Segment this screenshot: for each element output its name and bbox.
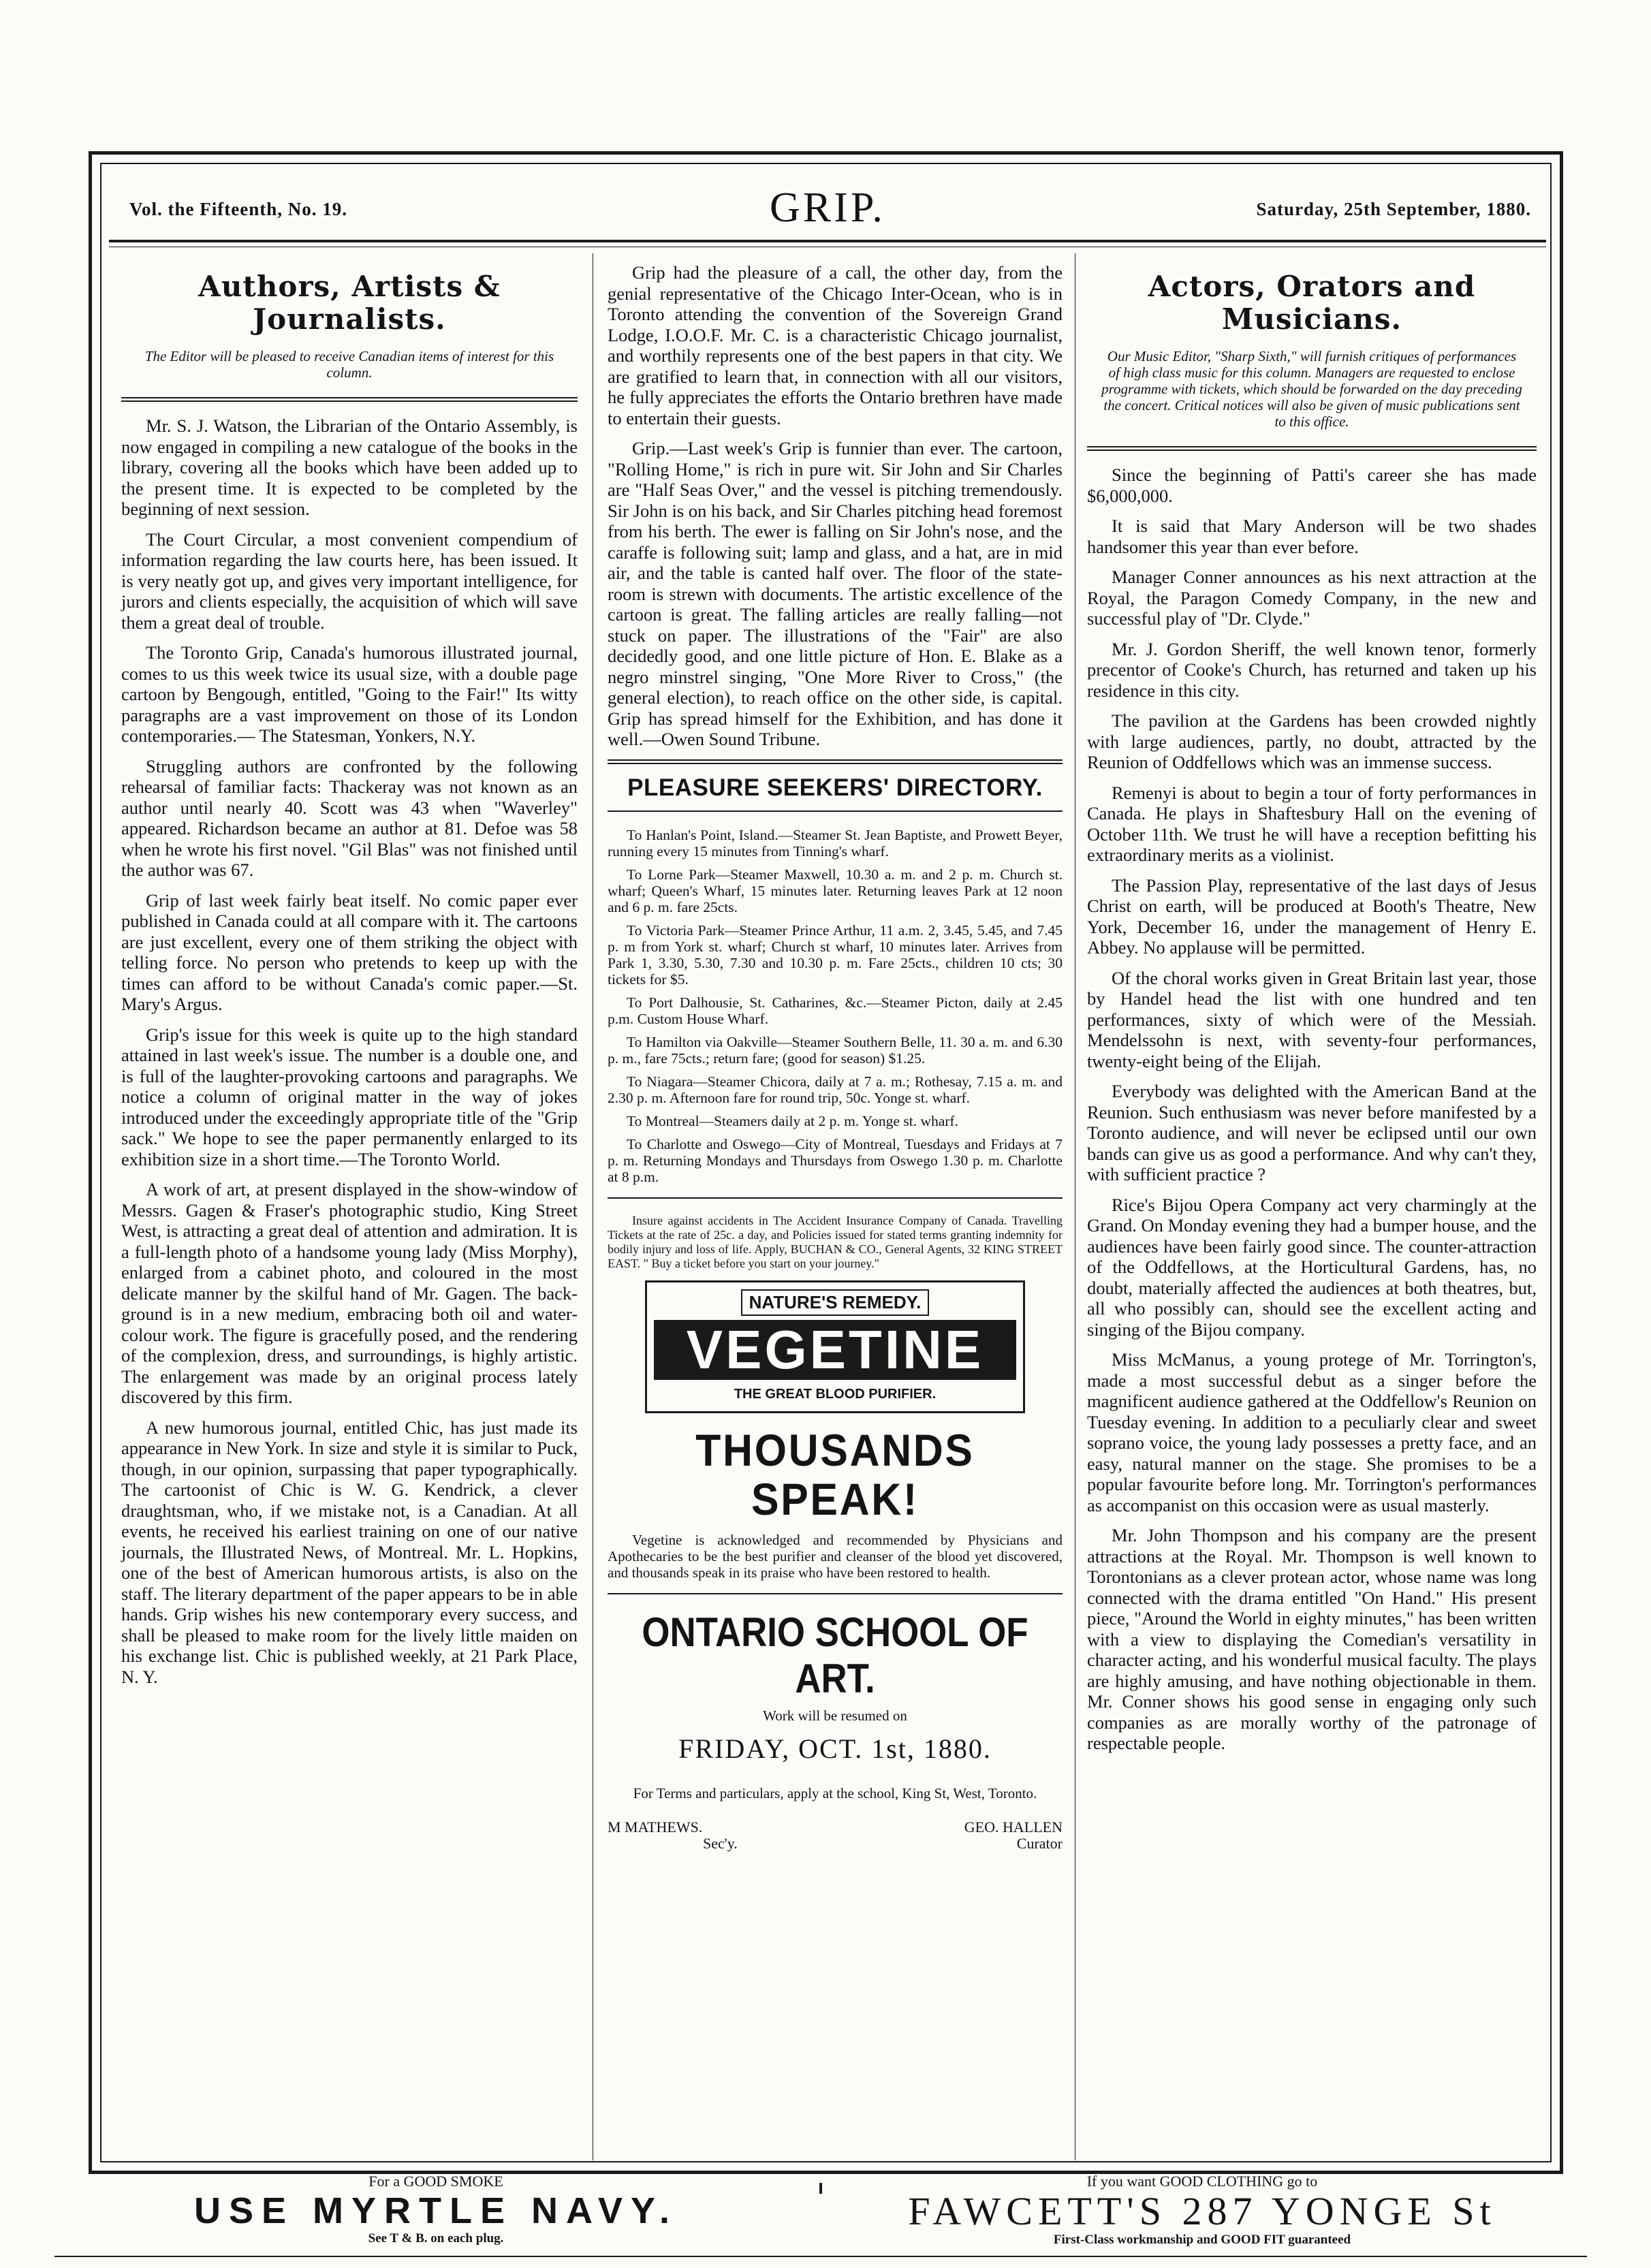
directory-entry: To Victoria Park—Steamer Prince Arthur, 11 a.m. 2, 3.45, 5.45, and 7.45 p. m from York st. wharf; Church st wharf, 10 minutes later. Arrives from Park 1, 3.30, 5.30, 7.30 and 10.30 p. m. Fare 25cts., children 10 cts; 30 tickets for $5. [608,922,1063,988]
article-paragraph: Of the choral works given in Great Britain last year, those by Handel head the list with one hundred and ten performances, sixty of which were of the Messiah. Mendelssohn is next, with seventy-four performances, twenty-eight being of the Elijah. [1087,967,1537,1071]
article-paragraph: A work of art, at present displayed in the show-window of Messrs. Gagen & Fraser's photographic studio, King Street West, is attracting a great deal of attention and admiration. It is a full-length photo of a handsome young lady (Miss Morphy), enlarged from a cabinet photo, and coloured in the most delicate manner by the skilful hand of Mr. Gagen. The back-ground is in a new medium, embracing both oil and water-colour work. The figure is gracefully posed, and the rendering of the complexion, dress, and surroundings, is highly artistic. The enlargement was made by an original process lately discovered by this firm. [121,1179,578,1407]
directory-entry: To Port Dalhousie, St. Catharines, &c.—Steamer Picton, daily at 2.45 p.m. Custom House Wharf. [608,994,1063,1027]
school-date: FRIDAY, OCT. 1st, 1880. [678,1733,992,1764]
insurance-rule [608,1197,1063,1199]
section-divider [121,397,578,402]
footer-ad-myrtle-navy [157,2173,715,2246]
masthead [109,184,1546,245]
directory-title: PLEASURE SEEKERS' DIRECTORY. [627,774,1043,801]
article-paragraph: Manager Conner announces as his next attraction at the Royal, the Paragon Comedy Company, in the new and successful play of "Dr. Clyde." [1087,567,1537,629]
article-paragraph: The Court Circular, a most convenient compendium of information regarding the law courts here, has been issued. It is very neatly got up, and gives very important intelligence, for jurors and clients especially, the acquisition of which will save them a great deal of trouble. [121,529,578,633]
article-paragraph: Mr. S. J. Watson, the Librarian of the Ontario Assembly, is now engaged in compiling a new catalogue of the books in the library, covering all the books which have been added up to the present time. It is expected to be completed by the beginning of next session. [121,415,578,519]
column-actors [1087,262,1537,1763]
vegetine-text: Vegetine is acknowledged and recommended by Physicians and Apothecaries to be the best purifier and cleanser of the blood yet discovered, and thousands speak in its praise who have been restored to health. [608,1532,1063,1581]
school-rule [608,1593,1063,1594]
directory-entry: To Montreal—Steamers daily at 2 p. m. Yonge st. wharf. [627,1113,958,1129]
article-paragraph: Grip.—Last week's Grip is funnier than ever. The cartoon, "Rolling Home," is rich in pure wit. Sir John and Sir Charles are "Half Seas Over," and the vessel is pitching tremendously. Sir John is on his back, and Sir Charles pitching head foremost from his berth. The ewer is falling on Sir John's nose, and the caraffe is following suit; lamp and glass, and a hat, are in mid air, and the table is canted half over. The floor of the state-room is strewn with documents. The artistic excellence of the cartoon is great. The falling articles are really falling—not stuck on paper. The illustrations of the "Fair" are also decidedly good, and one little picture of Hon. E. Blake as a negro minstrel singing, "One More River to Cross," (the general election), to reach office on the other side, is capital. Grip has spread himself for the Exhibition, and has done it well.—Owen Sound Tribune. [608,438,1063,749]
article-paragraph: The Toronto Grip, Canada's humorous illustrated journal, comes to us this week twice its usual size, with a double page cartoon by Bengough, entitled, "Going to the Fair!" Its witty paragraphs are a vast improvement on those of its London contemporaries.— The Statesman, Yonkers, N.Y. [121,642,578,746]
masthead-rule [109,240,1546,242]
footer-left-big: USE MYRTLE NAVY. [193,2190,678,2231]
section-heading-authors: Authors, Artists & Journalists. [198,270,501,336]
article-paragraph: Mr. John Thompson and his company are the present attractions at the Royal. Mr. Thompson is well known to Torontonians as a clever protean actor, whose name was long connected with the drama entitled "On Hand." His present piece, "Around the World in eighty minutes," has been written with a view to displaying the Comedian's versatility in character acting, and his wonderful musical faculty. The plays are highly amusing, and have nothing objectionable in them. Mr. Conner shows his good sense in engaging only such companies as are morally worthy of the patronage of respectable people. [1087,1525,1537,1753]
article-paragraph: A new humorous journal, entitled Chic, has just made its appearance in New York. In size and style it is similar to Puck, though, in our opinion, surpassing that paper typographically. The cartoonist of Chic is W. G. Kendrick, a clever draughtsman, who, if we mistake not, is a Canadian. At all events, he received his earliest training on one of our native journals, the Illustrated News, of Montreal. Mr. L. Hopkins, one of the best of American humorous artists, is also on the staff. The literary department of the paper appears to be in able hands. Grip wishes his new contemporary every success, and shall be pleased to make room for the lively little maiden on his exchange list. Chic is published weekly, at 21 Park Place, N. Y. [121,1417,578,1687]
insurance-ad: Insure against accidents in The Accident Insurance Company of Canada. Travelling Tickets at the rate of 25c. a day, and Policies issued for stated terms granting indemnity for bodily injury and loss of life. Apply, BUCHAN & CO., General Agents, 32 KING STREET EAST. " Buy a ticket before you start on your journey." [608,1214,1063,1270]
section-heading-actors: Actors, Orators and Musicians. [1148,270,1476,336]
article-paragraph: Since the beginning of Patti's career she has made $6,000,000. [1087,464,1537,506]
school-resume: Work will be resumed on [763,1707,907,1724]
footer-ad-fawcetts [879,2173,1526,2248]
school-signatures [608,1819,1063,1852]
article-paragraph: Grip of last week fairly beat itself. No comic paper ever published in Canada could at all compare with it. The cartoons are just excellent, every one of them striking the object with telling force. No person who pretends to keep up with the times can afford to be without Canada's comic paper.—St. Mary's Argus. [121,889,578,1014]
secretary-title: Sec'y. [703,1835,738,1852]
footer-divider [819,2183,822,2194]
directory-divider [608,759,1063,764]
article-paragraph: Grip had the pleasure of a call, the other day, from the genial representative of the Chicago Inter-Ocean, who is in Toronto attending the convention of the Sovereign Grand Lodge, I.O.O.F. Mr. C. is a characteristic Chicago journalist, and worthily represents one of the best papers in that city. We are gratified to learn that, in connection with all our visitors, he fully appreciates the efforts the Ontario brethren have made to entertain their guests. [608,262,1063,428]
pleasure-directory [608,827,1063,1185]
column-authors [121,262,578,1697]
volume-line: Vol. the Fifteenth, No. 19. [129,199,347,219]
article-paragraph: The pavilion at the Gardens has been crowded nightly with large audiences, partly, no doubt, attracted by the Reunion of Oddfellows which was an immense success. [1087,710,1537,772]
masthead-title: GRIP. [770,185,885,231]
article-paragraph: Rice's Bijou Opera Company act very charmingly at the Grand. On Monday evening they had a bumper house, and the audiences have been fairly good since. The counter-attraction of the Oddfellows, at the Horticultural Gardens, has, no doubt, materially affected the audiences at both theatres, but, all who possibly can, should see the excellent acting and singing of the Bijou company. [1087,1194,1537,1340]
directory-entry: To Hamilton via Oakville—Steamer Southern Belle, 11. 30 a. m. and 6.30 p. m., fare 75cts.; return fare; (good for season) $1.25. [608,1034,1063,1067]
article-paragraph: Grip's issue for this week is quite up to the high standard attained in last week's issue. The number is a double one, and is full of the laughter-provoking cartoons and paragraphs. We notice a column of original matter in the way of jokes introduced under the exceedingly appropriate title of the "Grip sack." We hope to see the paper permanently enlarged to its exhibition size in a short time.—The Toronto World. [121,1024,578,1169]
curator-name: GEO. HALLEN [964,1818,1063,1836]
secretary-name: M MATHEWS. [608,1818,703,1836]
vegetine-name: VEGETINE [654,1320,1016,1380]
secretary-signature [608,1819,738,1852]
directory-entry: To Lorne Park—Steamer Maxwell, 10.30 a. m. and 2 p. m. Church st. wharf; Queen's Wharf, 15 minutes later. Returning leaves Park at 12 noon and 6 p. m. fare 25cts. [608,866,1063,915]
vegetine-logo [645,1280,1025,1413]
footer-right-tag: First-Class workmanship and GOOD FIT guaranteed [1053,2233,1351,2247]
curator-signature [964,1819,1063,1852]
column-middle [608,262,1063,1852]
issue-date: Saturday, 25th September, 1880. [1256,199,1531,219]
directory-rule [608,810,1063,812]
article-paragraph: Miss McManus, a young protege of Mr. Torrington's, made a most successful debut as a singer before the magnificent audience gathered at the Oddfellow's Reunion on Tuesday evening. In addition to a peculiarly clear and sweet soprano voice, the young lady possesses a pretty face, and an easy, natural manner on the stage. She promises to be a popular favourite before long. Mr. Torrington's performances as accompanist on this occasion were as usual masterly. [1087,1349,1537,1515]
article-paragraph: Remenyi is about to begin a tour of forty performances in Canada. He plays in Shaftesbury Hall on the evening of October 11th. We trust he will have a reception befitting his extraordinary merits as a violinist. [1087,782,1537,865]
article-paragraph: Struggling authors are confronted by the following rehearsal of familiar facts: Thackeray was not known as an author until nearly 40. Scott was 43 when "Waverley" appeared. Richardson became an author at 81. Defoe was 58 when he wrote his first novel. "Gil Blas" was not finished until the author was 67. [121,755,578,880]
footer-right-small: If you want GOOD CLOTHING go to [1086,2173,1318,2190]
curator-title: Curator [1016,1835,1063,1852]
school-title: ONTARIO SCHOOL OF ART. [642,1609,1028,1701]
article-paragraph: Mr. J. Gordon Sheriff, the well known tenor, formerly precentor of Cooke's Church, has returned and taken up his residence in this city. [1087,638,1537,701]
directory-entry: To Niagara—Steamer Chicora, daily at 7 a. m.; Rothesay, 7.15 a. m. and 2.30 p. m. Afternoon fare for round trip, 50c. Yonge st. wharf. [608,1073,1063,1106]
vegetine-headline: THOUSANDS SPEAK! [695,1425,975,1524]
footer-right-big: FAWCETT'S 287 YONGE St [908,2189,1496,2233]
school-terms: For Terms and particulars, apply at the school, King St, West, Toronto. [633,1785,1037,1801]
bottom-rule [54,2256,1587,2257]
article-paragraph: Everybody was delighted with the American Band at the Reunion. Such enthusiasm was never before manifested by a Toronto audience, and will never be eclipsed until our own bands can give us as good a performance. And why can't they, with sufficient practice ? [1087,1081,1537,1184]
vegetine-tagline: NATURE'S REMEDY. [741,1289,930,1316]
vegetine-sub: THE GREAT BLOOD PURIFIER. [734,1386,937,1402]
article-paragraph: It is said that Mary Anderson will be two shades handsomer this year than ever before. [1087,516,1537,557]
footer-left-tag: See T & B. on each plug. [368,2231,504,2246]
article-paragraph: The Passion Play, representative of the last days of Jesus Christ on earth, will be produced at Booth's Theatre, New York, December 16, under the management of Henry E. Abbey. No applause will be permitted. [1087,875,1537,958]
section-divider [1087,446,1537,451]
directory-entry: To Charlotte and Oswego—City of Montreal, Tuesdays and Fridays at 7 p. m. Returning Mondays and Thursdays from Oswego 1.30 p. m. Charlotte at 8 p.m. [608,1136,1063,1185]
footer-left-small: For a GOOD SMOKE [368,2173,503,2190]
directory-entry: To Hanlan's Point, Island.—Steamer St. Jean Baptiste, and Prowett Beyer, running every 15 minutes from Tinning's wharf. [608,827,1063,860]
music-editor-note: Our Music Editor, "Sharp Sixth," will furnish critiques of performances of high class music for this column. Managers are requested to enclose programme with tickets, which should be forwarded on the day preceding the concert. Critical notices will also be given of music publications sent to this office. [1101,348,1522,430]
editor-note: The Editor will be pleased to receive Canadian items of interest for this column. [144,348,554,381]
